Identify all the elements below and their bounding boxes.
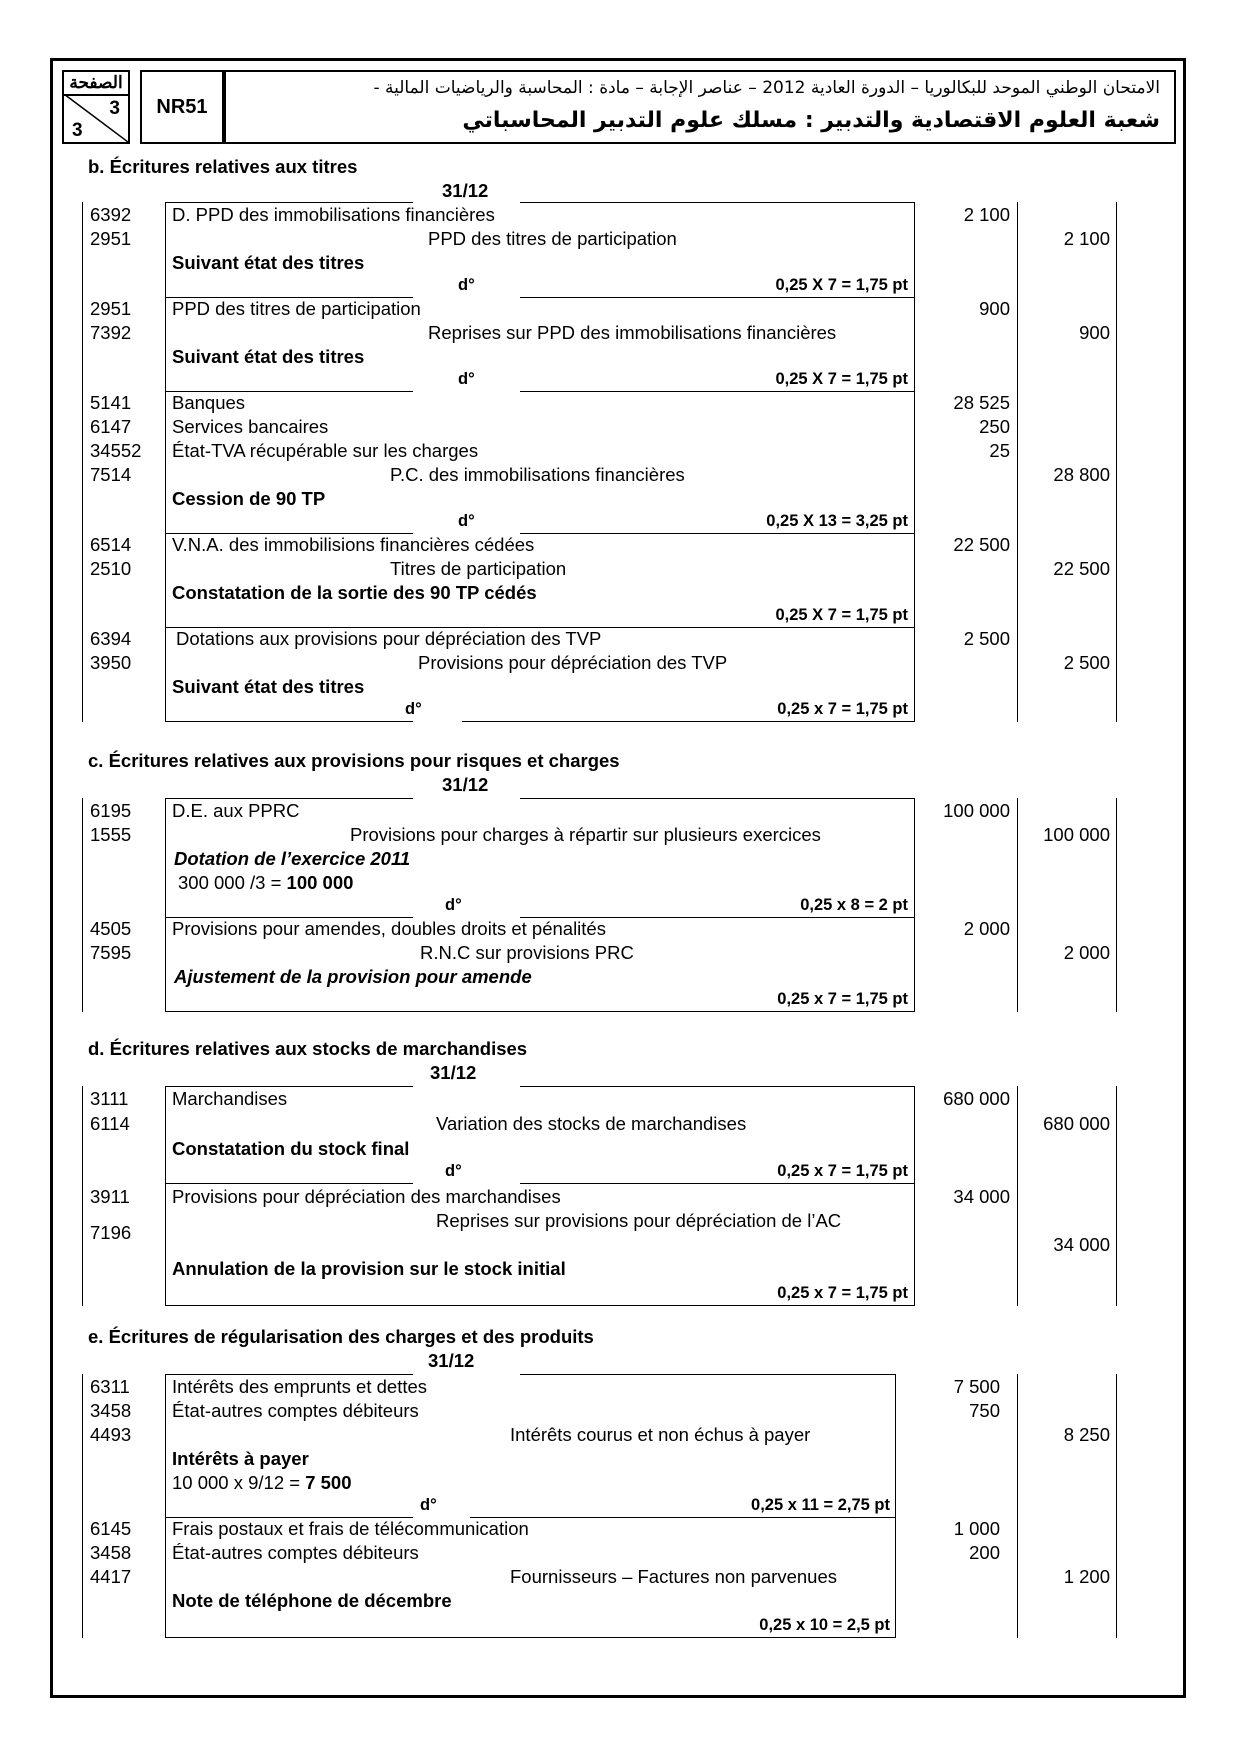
account-number: 3950 bbox=[90, 652, 132, 673]
points: 0,25 x 7 = 1,75 pt bbox=[777, 700, 908, 718]
rule bbox=[165, 1086, 166, 1306]
page-number-box bbox=[62, 70, 130, 144]
rule bbox=[165, 1086, 413, 1087]
section-e-date: 31/12 bbox=[428, 1350, 475, 1371]
account-number: 1555 bbox=[90, 824, 132, 845]
rule bbox=[462, 721, 915, 722]
rule bbox=[165, 1183, 413, 1184]
credit-amount: 100 000 bbox=[1043, 824, 1110, 845]
points: 0,25 x 10 = 2,5 pt bbox=[759, 1616, 890, 1634]
account-label: Provisions pour amendes, doubles droits et pénalités bbox=[172, 918, 606, 939]
calculation-expr: 300 000 /3 = bbox=[178, 872, 287, 893]
account-label: Banques bbox=[172, 392, 246, 413]
rule bbox=[165, 1374, 413, 1375]
page-number: 3 bbox=[109, 98, 120, 119]
calculation bbox=[178, 872, 353, 894]
account-label: PPD des titres de participation bbox=[172, 298, 421, 319]
account-number: 6145 bbox=[90, 1518, 132, 1539]
exam-code: NR51 bbox=[140, 70, 224, 144]
account-label: PPD des titres de participation bbox=[428, 228, 677, 249]
points: 0,25 X 13 = 3,25 pt bbox=[766, 512, 908, 530]
account-label: P.C. des immobilisations financières bbox=[390, 464, 685, 485]
debit-amount: 34 000 bbox=[953, 1186, 1010, 1207]
account-number: 6392 bbox=[90, 204, 132, 225]
rule bbox=[165, 1305, 915, 1306]
credit-amount: 22 500 bbox=[1053, 558, 1110, 579]
entry-note: Suivant état des titres bbox=[172, 346, 365, 367]
rule bbox=[165, 721, 413, 722]
ditto-mark: d° bbox=[445, 896, 462, 914]
rule bbox=[1116, 1086, 1117, 1306]
account-number: 2951 bbox=[90, 228, 132, 249]
account-number: 3911 bbox=[90, 1186, 130, 1207]
rule bbox=[1017, 1086, 1018, 1306]
ditto-mark: d° bbox=[445, 1162, 462, 1180]
rule bbox=[520, 202, 915, 203]
rule bbox=[1017, 798, 1018, 1012]
calculation-expr: 10 000 x 9/12 = bbox=[172, 1472, 306, 1493]
debit-amount: 900 bbox=[979, 298, 1010, 319]
account-label: État-autres comptes débiteurs bbox=[172, 1542, 419, 1563]
entry-note: Dotation de l’exercice 2011 bbox=[174, 848, 411, 869]
rule bbox=[1116, 798, 1117, 1012]
rule bbox=[470, 1517, 896, 1518]
ditto-mark: d° bbox=[420, 1496, 437, 1514]
credit-amount: 680 000 bbox=[1043, 1113, 1110, 1134]
rule bbox=[520, 1374, 896, 1375]
rule bbox=[1017, 1374, 1018, 1638]
page-total: 3 bbox=[72, 120, 83, 141]
rule bbox=[165, 1011, 915, 1012]
debit-amount: 25 bbox=[989, 440, 1010, 461]
debit-amount: 7 500 bbox=[953, 1376, 1000, 1397]
account-label: État-autres comptes débiteurs bbox=[172, 1400, 419, 1421]
account-label: D. PPD des immobilisations financières bbox=[172, 204, 495, 225]
entry-note: Cession de 90 TP bbox=[172, 488, 326, 509]
credit-amount: 900 bbox=[1079, 322, 1110, 343]
rule bbox=[520, 1183, 915, 1184]
account-number: 7595 bbox=[90, 942, 132, 963]
entry-note: Ajustement de la provision pour amende bbox=[174, 966, 532, 987]
debit-amount: 200 bbox=[969, 1542, 1000, 1563]
account-label: Titres de participation bbox=[390, 558, 567, 579]
account-number: 34552 bbox=[90, 440, 142, 461]
account-label: Intérêts courus et non échus à payer bbox=[510, 1424, 811, 1445]
ditto-mark: d° bbox=[458, 512, 475, 530]
credit-amount: 2 100 bbox=[1063, 228, 1110, 249]
rule bbox=[165, 798, 166, 1012]
account-number: 6514 bbox=[90, 534, 132, 555]
account-number: 2951 bbox=[90, 298, 132, 319]
rule bbox=[82, 1374, 83, 1638]
calculation-result: 100 000 bbox=[286, 872, 354, 893]
entry-note: Note de téléphone de décembre bbox=[172, 1590, 452, 1611]
account-label: Services bancaires bbox=[172, 416, 329, 437]
section-e-title: e. Écritures de régularisation des charges et des produits bbox=[88, 1326, 594, 1347]
rule bbox=[165, 798, 413, 799]
debit-amount: 1 000 bbox=[953, 1518, 1000, 1539]
exam-title bbox=[224, 70, 1176, 144]
account-label: Intérêts des emprunts et dettes bbox=[172, 1376, 428, 1397]
rule bbox=[165, 1637, 896, 1638]
account-number: 5141 bbox=[90, 392, 132, 413]
points: 0,25 x 7 = 1,75 pt bbox=[777, 990, 908, 1008]
calculation bbox=[172, 1472, 352, 1494]
account-number: 3111 bbox=[90, 1088, 129, 1109]
account-number: 6394 bbox=[90, 628, 132, 649]
points: 0,25 x 11 = 2,75 pt bbox=[751, 1496, 890, 1514]
account-number: 6195 bbox=[90, 800, 132, 821]
account-label: Provisions pour charges à répartir sur plusieurs exercices bbox=[350, 824, 821, 845]
section-d-title: d. Écritures relatives aux stocks de marchandises bbox=[88, 1038, 528, 1059]
rule bbox=[914, 798, 915, 1012]
account-label: V.N.A. des immobilisions financières cédées bbox=[172, 534, 535, 555]
rule bbox=[895, 1374, 896, 1638]
section-c-title: c. Écritures relatives aux provisions pour risques et charges bbox=[88, 750, 620, 771]
rule bbox=[520, 1086, 915, 1087]
rule bbox=[1116, 1374, 1117, 1638]
debit-amount: 28 525 bbox=[953, 392, 1010, 413]
credit-amount: 28 800 bbox=[1053, 464, 1110, 485]
entry-note: Constatation de la sortie des 90 TP cédés bbox=[172, 582, 537, 603]
account-number: 4505 bbox=[90, 918, 132, 939]
points: 0,25 x 7 = 1,75 pt bbox=[777, 1162, 908, 1180]
calculation-result: 7 500 bbox=[305, 1472, 352, 1493]
credit-amount: 8 250 bbox=[1063, 1424, 1110, 1445]
account-number: 2510 bbox=[90, 558, 132, 579]
debit-amount: 2 500 bbox=[963, 628, 1010, 649]
credit-amount: 1 200 bbox=[1063, 1566, 1110, 1587]
rule bbox=[1017, 202, 1018, 722]
debit-amount: 2 000 bbox=[963, 918, 1010, 939]
account-number: 3458 bbox=[90, 1542, 132, 1563]
credit-amount: 2 500 bbox=[1063, 652, 1110, 673]
account-label: Variation des stocks de marchandises bbox=[436, 1113, 747, 1134]
entry-note: Annulation de la provision sur le stock initial bbox=[172, 1258, 566, 1279]
account-number: 6147 bbox=[90, 416, 132, 437]
account-label: R.N.C sur provisions PRC bbox=[420, 942, 634, 963]
exam-title-line2: شعبة العلوم الاقتصادية والتدبير : مسلك علوم التدبير المحاسباتي bbox=[462, 108, 1160, 133]
points: 0,25 x 7 = 1,75 pt bbox=[777, 1284, 908, 1302]
account-label: Reprises sur PPD des immobilisations financières bbox=[428, 322, 837, 343]
entry-note: Constatation du stock final bbox=[172, 1138, 410, 1159]
account-number: 6114 bbox=[90, 1113, 130, 1134]
rule bbox=[165, 1374, 166, 1638]
credit-amount: 2 000 bbox=[1063, 942, 1110, 963]
account-number: 3458 bbox=[90, 1400, 132, 1421]
debit-amount: 100 000 bbox=[943, 800, 1010, 821]
account-number: 7196 bbox=[90, 1222, 132, 1243]
ditto-mark: d° bbox=[458, 276, 475, 294]
rule bbox=[914, 202, 915, 722]
debit-amount: 2 100 bbox=[963, 204, 1010, 225]
account-number: 7514 bbox=[90, 464, 132, 485]
credit-amount: 34 000 bbox=[1053, 1234, 1110, 1255]
debit-amount: 680 000 bbox=[943, 1088, 1010, 1109]
debit-amount: 22 500 bbox=[953, 534, 1010, 555]
account-number: 6311 bbox=[90, 1376, 130, 1397]
rule bbox=[82, 798, 83, 1012]
rule bbox=[520, 533, 915, 534]
rule bbox=[1116, 202, 1117, 722]
rule bbox=[520, 391, 915, 392]
points: 0,25 X 7 = 1,75 pt bbox=[775, 606, 908, 624]
ditto-mark: d° bbox=[405, 700, 422, 718]
account-number: 7392 bbox=[90, 322, 132, 343]
entry-note: Intérêts à payer bbox=[172, 1448, 309, 1469]
account-label: Provisions pour dépréciation des TVP bbox=[418, 652, 728, 673]
account-number: 4417 bbox=[90, 1566, 132, 1587]
rule bbox=[914, 1086, 915, 1306]
debit-amount: 750 bbox=[969, 1400, 1000, 1421]
rule bbox=[82, 202, 83, 722]
exam-title-line1: الامتحان الوطني الموحد للبكالوريا – الدورة العادية 2012 – عناصر الإجابة – مادة : المحاسبة والرياضيات المالية - bbox=[373, 78, 1160, 98]
points: 0,25 X 7 = 1,75 pt bbox=[775, 370, 908, 388]
section-b-date: 31/12 bbox=[442, 180, 489, 201]
rule bbox=[520, 798, 915, 799]
rule bbox=[82, 1086, 83, 1306]
rule bbox=[165, 202, 413, 203]
account-label: Frais postaux et frais de télécommunication bbox=[172, 1518, 529, 1539]
points: 0,25 x 8 = 2 pt bbox=[800, 896, 908, 914]
entry-note: Suivant état des titres bbox=[172, 676, 365, 697]
account-label: Dotations aux provisions pour dépréciation des TVP bbox=[176, 628, 602, 649]
account-number: 4493 bbox=[90, 1424, 132, 1445]
page-label: الصفحة bbox=[64, 72, 128, 96]
rule bbox=[520, 297, 915, 298]
points: 0,25 X 7 = 1,75 pt bbox=[775, 276, 908, 294]
account-label: Fournisseurs – Factures non parvenues bbox=[510, 1566, 838, 1587]
account-label: État-TVA récupérable sur les charges bbox=[172, 440, 479, 461]
debit-amount: 250 bbox=[979, 416, 1010, 437]
account-label: Provisions pour dépréciation des marchandises bbox=[172, 1186, 561, 1207]
account-label: D.E. aux PPRC bbox=[172, 800, 300, 821]
section-d-date: 31/12 bbox=[430, 1062, 477, 1083]
section-b-title: b. Écritures relatives aux titres bbox=[88, 156, 358, 177]
rule bbox=[165, 202, 166, 722]
entry-note: Suivant état des titres bbox=[172, 252, 365, 273]
ditto-mark: d° bbox=[458, 370, 475, 388]
account-label: Reprises sur provisions pour dépréciation de l’AC bbox=[436, 1210, 842, 1231]
section-c-date: 31/12 bbox=[442, 774, 489, 795]
account-label: Marchandises bbox=[172, 1088, 288, 1109]
